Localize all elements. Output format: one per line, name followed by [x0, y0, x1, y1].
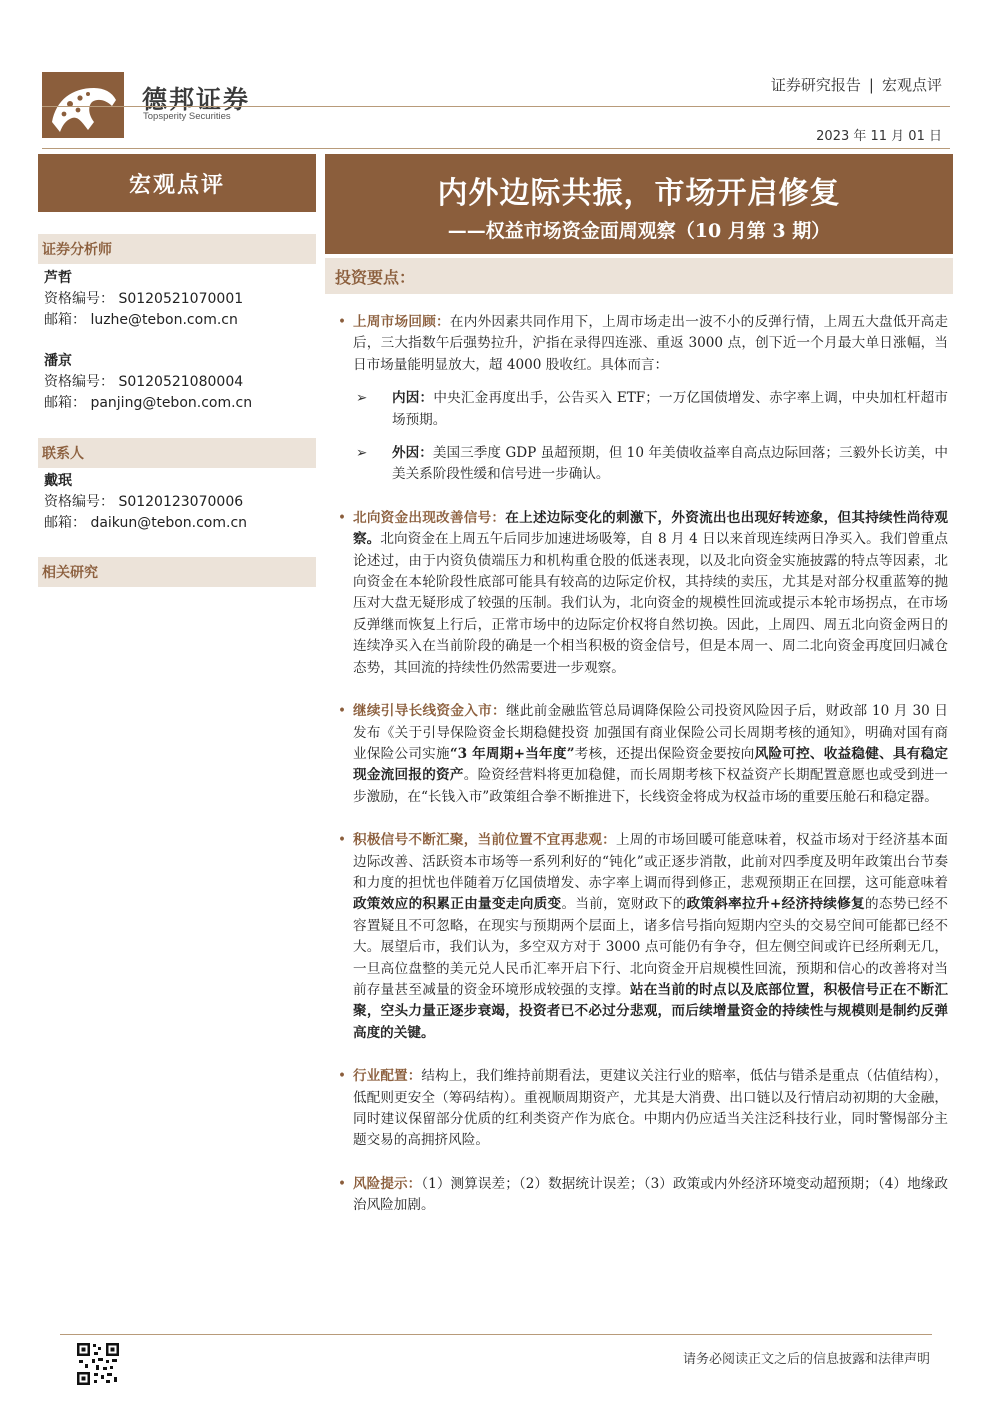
brand-name-en: Topsperity Securities	[143, 111, 231, 122]
paragraph-text: 在内外因素共同作用下，上周市场走出一波不小的反弹行情，上周五大盘低开高走后，三大指数午后强势拉升，沪指在录得四连涨、重返 3000 点，创下近一个月最大单日涨幅，当日市场量能明显放大，超 4000 股收红。具体而言：	[353, 314, 949, 373]
sub-point-text: 中央汇金再度出手，公告买入 ETF；一万亿国债增发、赤字率上调，中央加杠杆超市场预期。	[392, 390, 948, 428]
report-type-header	[771, 74, 942, 95]
report-title: 内外边际共振，市场开启修复	[437, 176, 841, 211]
paragraph-highlight: “3 年周期+当年度”	[449, 745, 575, 762]
bullet-icon: •	[338, 509, 347, 526]
bullet-icon: •	[338, 832, 347, 849]
paragraph-highlight: 站在当前的时点以及底部位置，积极信号正在不断汇聚，空头力量正逐步衰竭，投资者已不必过分悲观，而后续增量资金的持续性与规模则是制约反弹高度的关键。	[353, 981, 948, 1041]
key-points-heading: 投资要点：	[325, 258, 953, 294]
report-type: 证券研究报告	[770, 76, 861, 94]
related-research-heading: 相关研究	[38, 557, 316, 587]
sub-point-external	[338, 443, 948, 486]
paragraph-industry-allocation	[338, 1066, 948, 1152]
paragraph-highlight: 政策效应的积累正由量变走向质变	[353, 896, 562, 913]
analyst-name: 芦哲	[44, 270, 72, 286]
paragraph-northbound	[338, 508, 948, 679]
leopard-logo-icon	[42, 72, 124, 138]
paragraph-text: 。险资经营料将更加稳健，而长周期考核下权益资产长期配置意愿也或受到进一步激励，在“长钱入市”政策组合拳不断推进下，长线资金将成为权益市场的重要压舱石和稳定器。	[353, 767, 949, 805]
sub-point-internal	[338, 388, 948, 431]
paragraph-text: 。当前，宽财政下的	[561, 896, 687, 913]
report-body	[338, 312, 948, 1229]
paragraph-market-review	[338, 312, 948, 376]
category-box: 宏观点评	[38, 154, 316, 212]
bullet-icon: •	[338, 1068, 347, 1085]
paragraph-positive-signals	[338, 830, 948, 1044]
paragraph-lead: 行业配置：	[353, 1068, 422, 1085]
footer-divider	[60, 1334, 932, 1335]
report-category: 宏观点评	[881, 76, 942, 94]
sub-point-label: 外因：	[392, 445, 433, 462]
arrow-bullet-icon: ➢	[356, 390, 368, 407]
contact-name: 戴珉	[44, 473, 72, 489]
analyst-block	[44, 351, 252, 414]
paragraph-lead: 积极信号不断汇聚，当前位置不宜再悲观：	[353, 832, 617, 849]
paragraph-highlight: 在上述边际变化的刺激下，外资流出也出现好转迹象，但其持续性尚待观察。	[353, 509, 949, 548]
paragraph-text: 考核，还提出保险资金要按向	[574, 745, 755, 762]
paragraph-lead: 北向资金出现改善信号：	[353, 509, 506, 526]
bullet-icon: •	[338, 703, 347, 720]
analyst-cert: 资格编号： S0120521080004	[44, 374, 244, 390]
analyst-block	[44, 268, 243, 331]
contact-cert: 资格编号： S0120123070006	[44, 494, 244, 510]
header-separator: |	[868, 76, 874, 94]
bullet-icon: •	[338, 1175, 347, 1192]
paragraph-text: （1）测算误差；（2）数据统计误差；（3）政策或内外经济环境变动超预期；（4）地缘政治风险加剧。	[353, 1175, 948, 1214]
paragraph-lead: 继续引导长线资金入市：	[353, 703, 506, 720]
analyst-name: 潘京	[44, 353, 72, 369]
brand-name: 德邦证券	[142, 85, 251, 114]
analysts-heading: 证券分析师	[38, 234, 316, 264]
paragraph-text: 继此前金融监管总局调降保险公司投资风险因子后，财政部 10 月 30 日发布《关于引导保险资金长期稳健投资 加强国有商业保险公司长周期考核的通知》，明确对国有商业保险公司实施	[353, 703, 949, 762]
paragraph-highlight: 风险可控、收益稳健、具有稳定现金流回报的资产	[353, 745, 949, 784]
paragraph-risk-warning	[338, 1174, 948, 1217]
report-subtitle: ——权益市场资金面周观察（10 月第 3 期）	[447, 220, 831, 242]
paragraph-long-term-funds	[338, 701, 948, 808]
paragraph-lead: 风险提示：	[353, 1175, 422, 1192]
paragraph-text: 结构上，我们维持前期看法，更建议关注行业的赔率，低估与错杀是重点（估值结构），低配则更安全（筹码结构）。重视顺周期资产，尤其是大消费、出口链以及行情启动初期的大金融，同时建议保留部分优质的红利类资产作为底仓。中期内仍应适当关注泛科技行业，同时警惕部分主题交易的高拥挤风险。	[353, 1068, 949, 1149]
contact-email[interactable]: 邮箱： daikun@tebon.com.cn	[44, 515, 248, 531]
paragraph-text: 上周的市场回暖可能意味着，权益市场对于经济基本面边际改善、活跃资本市场等一系列利好的“钝化”或正逐步消散，此前对四季度及明年政策出台节奏和力度的担忧也伴随着万亿国债增发、赤字率上调而得到修正，悲观预期正在回摆，这可能意味着	[353, 832, 948, 891]
paragraph-highlight: 政策斜率拉升+经济持续修复	[686, 896, 865, 913]
sub-point-text: 美国三季度 GDP 虽超预期，但 10 年美债收益率自高点边际回落；三毅外长访美，中美关系阶段性缓和信号进一步确认。	[392, 445, 949, 483]
title-box	[325, 154, 953, 254]
header-divider-2	[42, 148, 950, 149]
paragraph-text: 的态势已经不容置疑且不可忽略，在现实与预期两个层面上，诸多信号指向短期内空头的交易空间可能都已经不大。展望后市，我们认为，多空双方对于 3000 点可能仍有争夺，但左侧空间或许已经所剩无几，一旦高位盘整的美元兑人民币汇率开启下行、北向资金开启规模性回流，预期和信心的改善将对当前存量甚至减量的资金环境形成较强的支撑。	[353, 896, 949, 998]
paragraph-lead: 上周市场回顾：	[353, 314, 450, 330]
contact-block	[44, 471, 247, 534]
report-date: 2023 年 11 月 01 日	[816, 129, 942, 144]
analyst-email[interactable]: 邮箱： panjing@tebon.com.cn	[44, 395, 253, 411]
analyst-cert: 资格编号： S0120521070001	[44, 291, 244, 307]
bullet-icon: •	[338, 314, 347, 330]
contact-heading: 联系人	[38, 438, 316, 468]
qr-code-icon	[76, 1342, 120, 1386]
paragraph-text: 北向资金在上周五午后同步加速进场吸筹，自 8 月 4 日以来首现连续两日净买入。我们曾重点论述过，由于内资负债端压力和机构重仓股的低迷表现，以及北向资金实施披露的特点等因素，北向资金在本轮阶段性底部可能具有较高的边际定价权，其持续的卖压，尤其是对部分权重蓝筹的抛压对大盘无疑形成了较强的压制。我们认为，北向资金的规模性回流或提示本轮市场拐点，在市场反弹继而恢复上行后，正常市场中的边际定价权将自然切换。因此，上周四、周五北向资金两日的连续净买入在当前阶段的确是一个相当积极的资金信号，但是本周一、周二北向资金再度回归减仓态势，其回流的持续性仍然需要进一步观察。	[353, 531, 948, 676]
legal-disclaimer: 请务必阅读正文之后的信息披露和法律声明	[682, 1352, 930, 1367]
analyst-email[interactable]: 邮箱： luzhe@tebon.com.cn	[44, 312, 238, 328]
header-divider	[42, 106, 950, 107]
sub-point-label: 内因：	[392, 390, 434, 407]
arrow-bullet-icon: ➢	[356, 445, 368, 462]
